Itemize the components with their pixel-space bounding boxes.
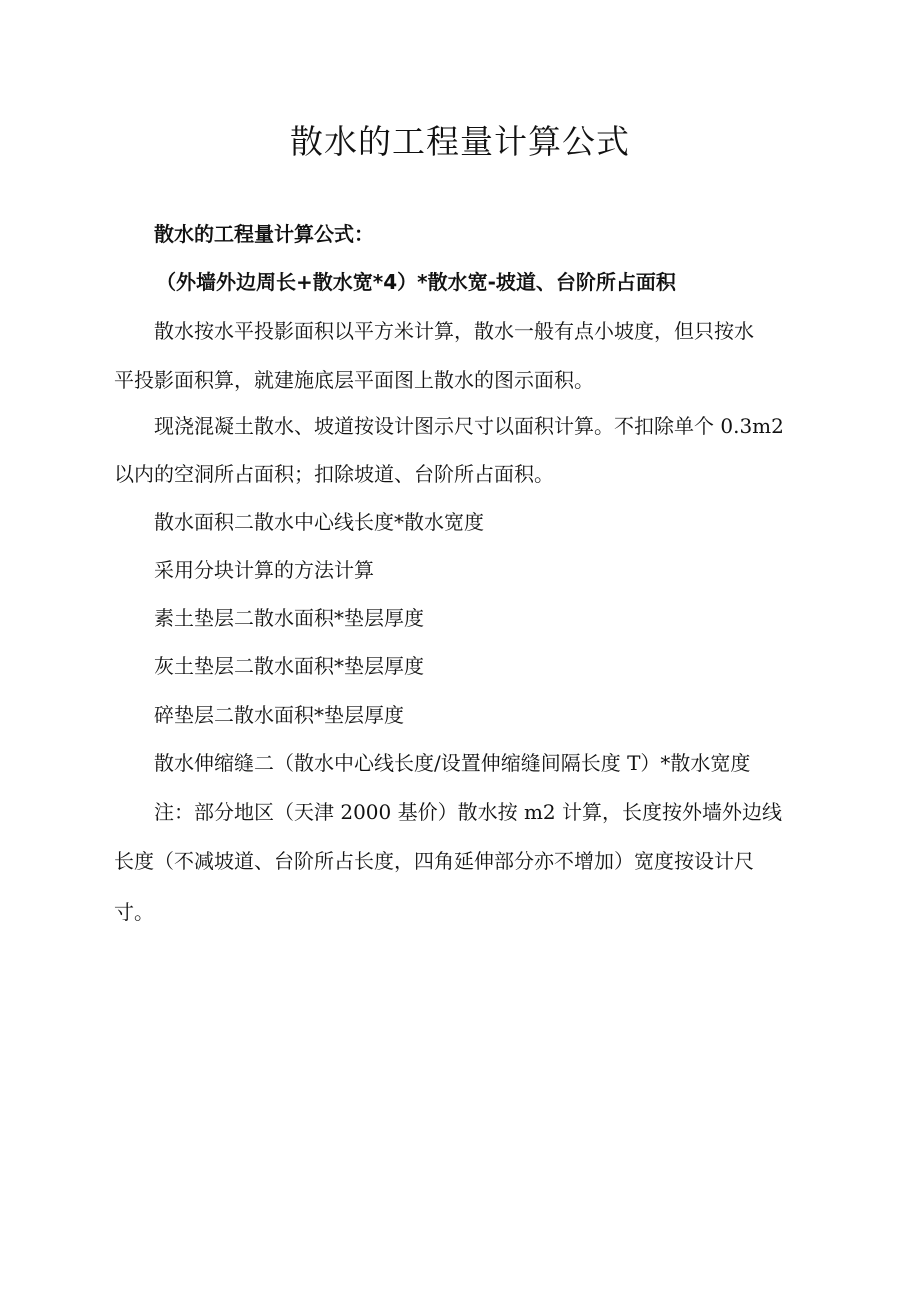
formula-line: （外墙外边周长+散水宽*4）*散水宽-坡道、台阶所占面积 — [156, 270, 676, 294]
note-line-2: 长度（不减坡道、台阶所占长度，四角延伸部分亦不增加）宽度按设计尺 — [114, 849, 754, 873]
plain-soil-cushion-line: 素土垫层二散水面积*垫层厚度 — [154, 606, 424, 630]
note-line-1: 注：部分地区（天津 2000 基价）散水按 m2 计算，长度按外墙外边线 — [154, 800, 783, 824]
method-line: 采用分块计算的方法计算 — [154, 558, 374, 582]
paragraph-2-line-2: 以内的空洞所占面积；扣除坡道、台阶所占面积。 — [114, 462, 554, 486]
expansion-joint-line: 散水伸缩缝二（散水中心线长度/设置伸缩缝间隔长度 T）*散水宽度 — [154, 751, 751, 775]
paragraph-2-line-1: 现浇混凝土散水、坡道按设计图示尺寸以面积计算。不扣除单个 0.3m2 — [154, 414, 784, 438]
paragraph-1-line-2: 平投影面积算，就建施底层平面图上散水的图示面积。 — [114, 368, 594, 392]
paragraph-1-line-1: 散水按水平投影面积以平方米计算，散水一般有点小坡度，但只按水 — [154, 319, 754, 343]
gravel-cushion-line: 碎垫层二散水面积*垫层厚度 — [154, 703, 404, 727]
document-title: 散水的工程量计算公式 — [290, 122, 630, 161]
section-heading: 散水的工程量计算公式： — [154, 222, 374, 246]
lime-soil-cushion-line: 灰土垫层二散水面积*垫层厚度 — [154, 654, 424, 678]
note-line-3: 寸。 — [114, 900, 154, 924]
area-formula-line: 散水面积二散水中心线长度*散水宽度 — [154, 510, 484, 534]
